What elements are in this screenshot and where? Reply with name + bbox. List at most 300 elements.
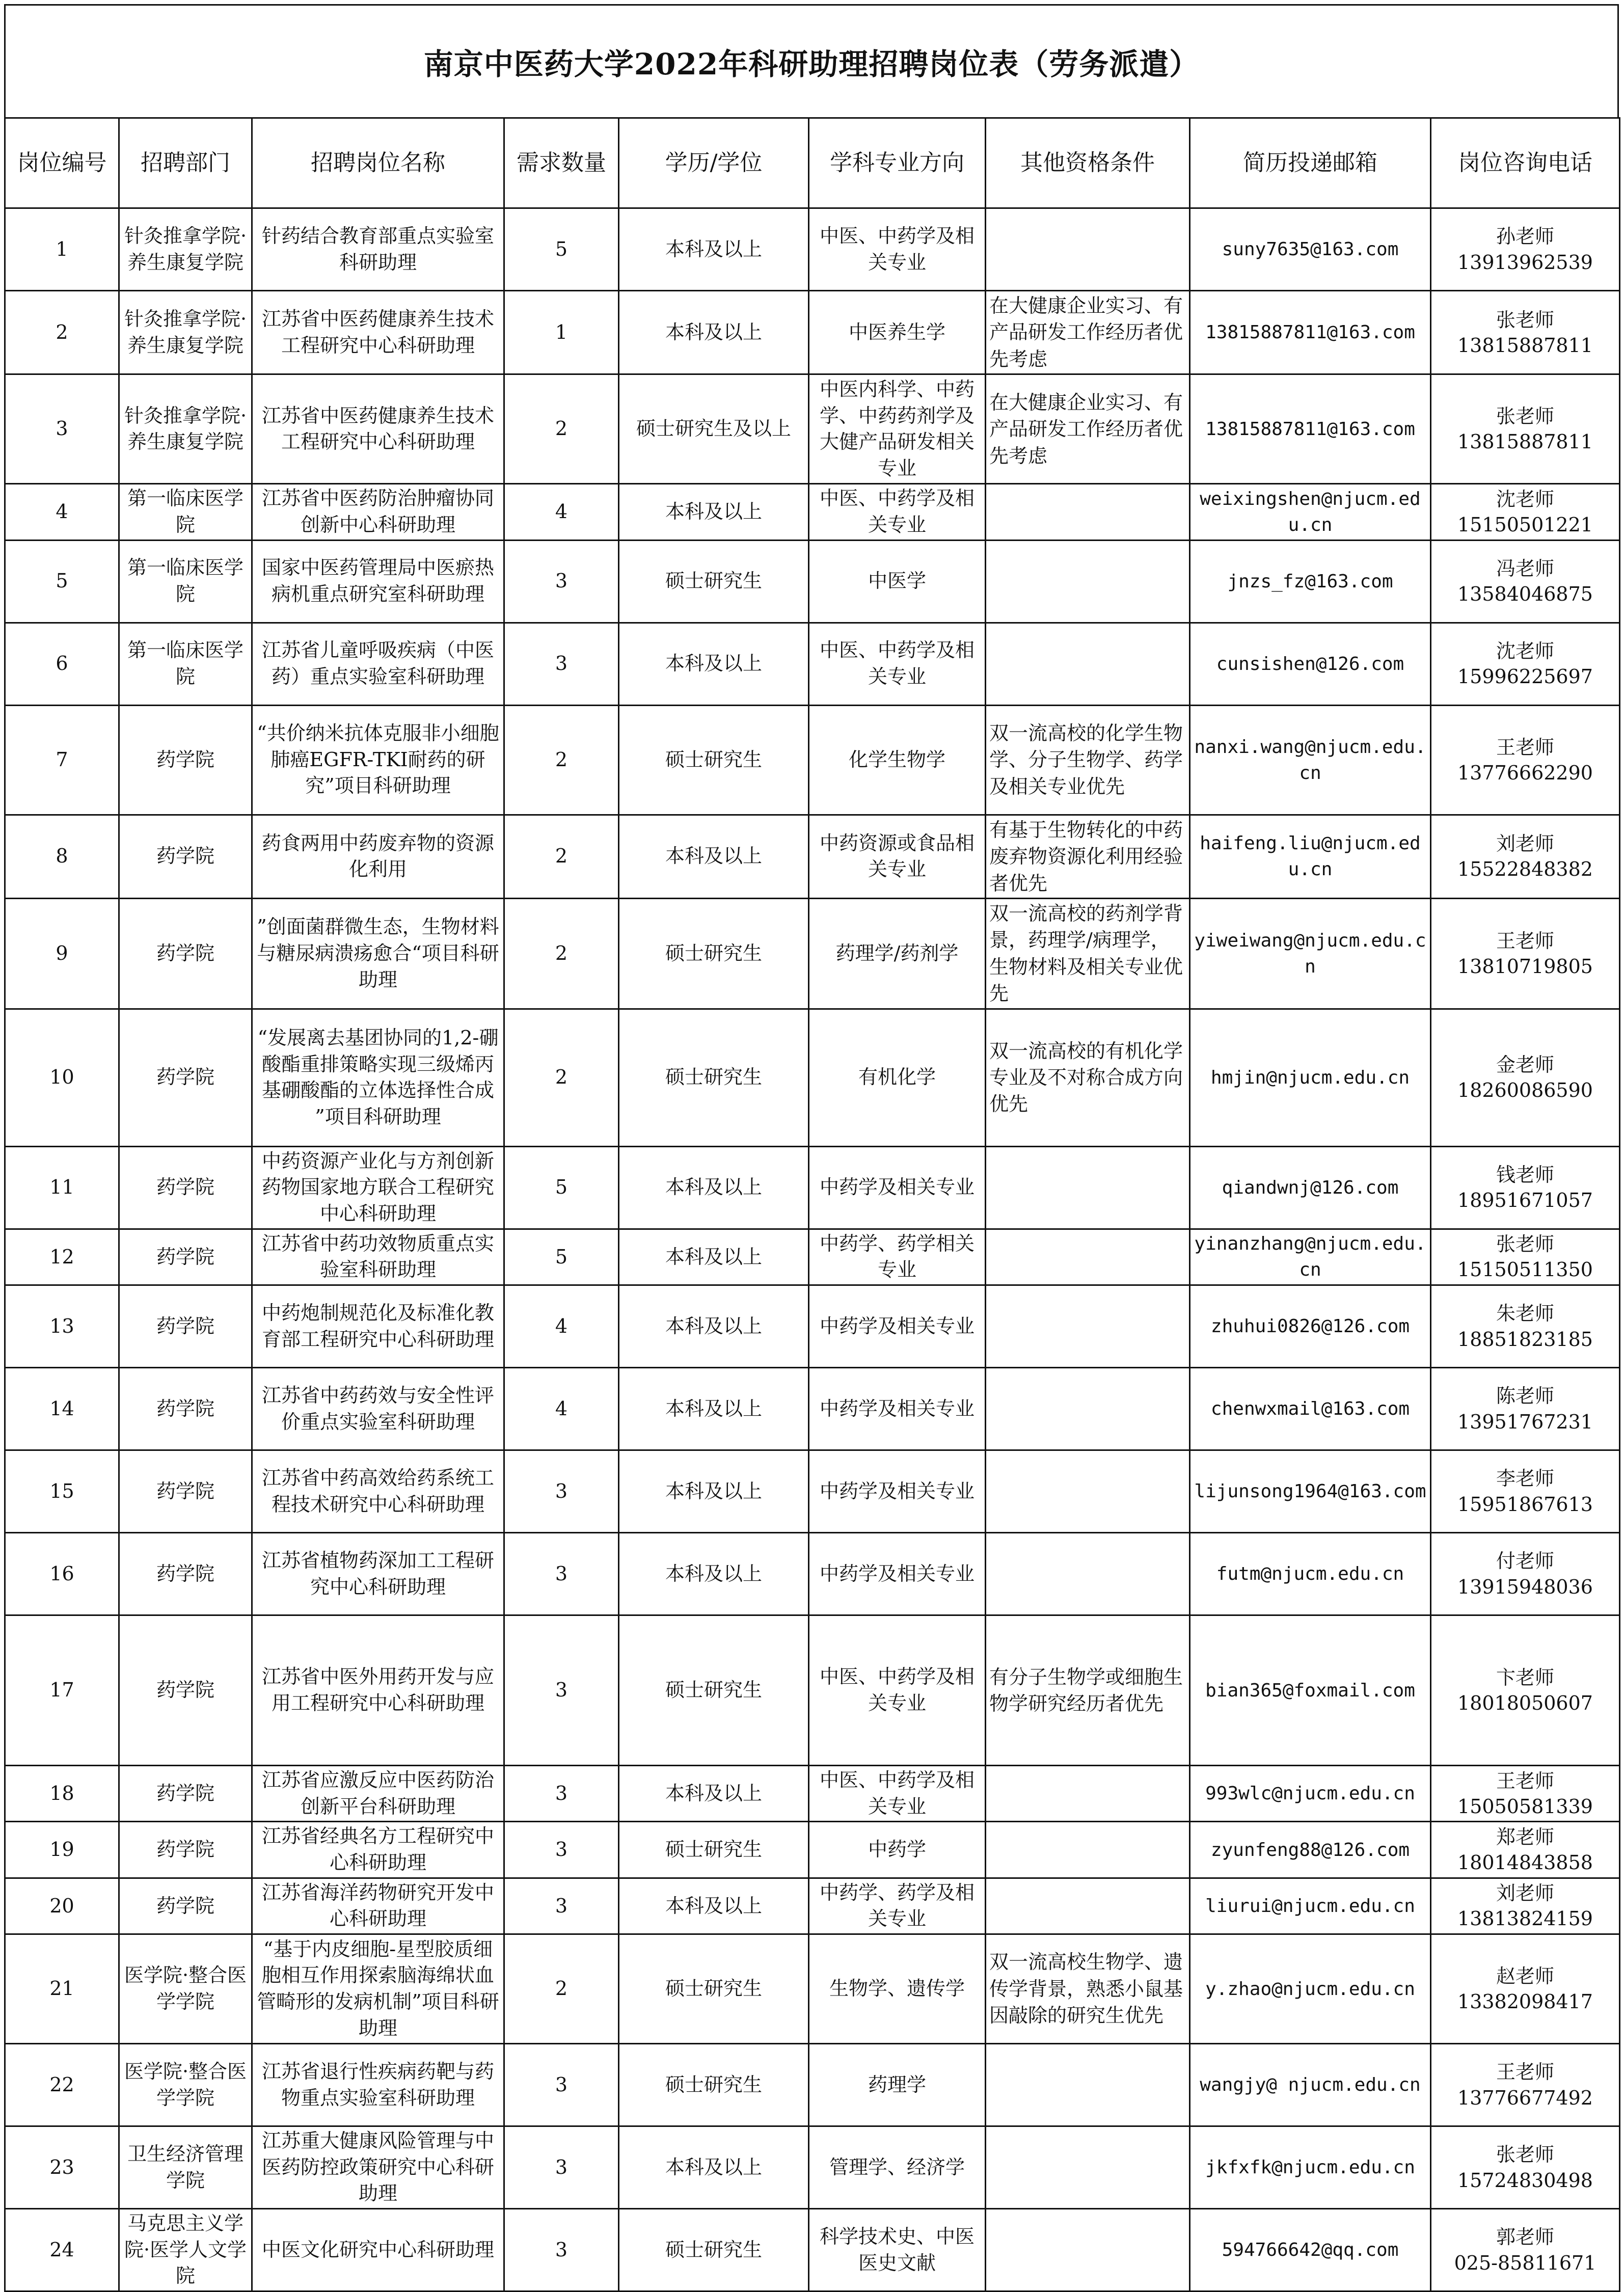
header-no: 岗位编号 [5, 118, 119, 208]
email-cell: weixingshen@njucm.edu.cn [1190, 484, 1431, 540]
education-cell: 硕士研究生 [619, 2044, 809, 2126]
quantity-cell: 2 [504, 898, 619, 1009]
quantity-cell: 3 [504, 2044, 619, 2126]
education-cell: 本科及以上 [619, 1368, 809, 1450]
post-name-cell: 国家中医药管理局中医瘀热病机重点研究室科研助理 [252, 540, 504, 623]
email-cell: zhuhui0826@126.com [1190, 1285, 1431, 1368]
quantity-cell: 2 [504, 815, 619, 898]
contact-phone: 13813824159 [1457, 1907, 1593, 1930]
quantity-cell: 3 [504, 1615, 619, 1766]
contact-phone: 15050581339 [1457, 1795, 1593, 1818]
major-cell: 中药学及相关专业 [809, 1146, 986, 1229]
header-dept: 招聘部门 [119, 118, 252, 208]
education-cell: 本科及以上 [619, 623, 809, 705]
education-cell: 本科及以上 [619, 1229, 809, 1285]
dept-cell: 针灸推拿学院·养生康复学院 [119, 374, 252, 484]
contact-phone: 13815887811 [1457, 334, 1593, 357]
education-cell: 硕士研究生 [619, 1822, 809, 1878]
row-number: 21 [5, 1934, 119, 2044]
education-cell: 硕士研究生及以上 [619, 374, 809, 484]
condition-cell [986, 1766, 1190, 1822]
contact-cell [1431, 1878, 1620, 1934]
contact-phone: 15724830498 [1457, 2169, 1593, 2192]
quantity-cell: 4 [504, 484, 619, 540]
condition-cell [986, 2126, 1190, 2209]
table-row [5, 2126, 1620, 2209]
quantity-cell: 2 [504, 374, 619, 484]
dept-cell: 第一临床医学院 [119, 623, 252, 705]
dept-cell: 医学院·整合医学学院 [119, 1934, 252, 2044]
post-name-cell: 中医文化研究中心科研助理 [252, 2209, 504, 2291]
post-name-cell: 江苏重大健康风险管理与中医药防控政策研究中心科研助理 [252, 2126, 504, 2209]
dept-cell: 药学院 [119, 1229, 252, 1285]
dept-cell: 药学院 [119, 898, 252, 1009]
condition-cell [986, 2209, 1190, 2291]
dept-cell: 医学院·整合医学学院 [119, 2044, 252, 2126]
condition-cell [986, 1229, 1190, 1285]
quantity-cell: 3 [504, 1533, 619, 1615]
contact-phone: 13584046875 [1457, 583, 1593, 606]
post-name-cell: “基于内皮细胞-星型胶质细胞相互作用探索脑海绵状血管畸形的发病机制”项目科研助理 [252, 1934, 504, 2044]
quantity-cell: 3 [504, 2209, 619, 2291]
email-cell: 594766642@qq.com [1190, 2209, 1431, 2291]
table-row [5, 1146, 1620, 1229]
quantity-cell: 5 [504, 1229, 619, 1285]
table-row [5, 1934, 1620, 2044]
major-cell: 中药资源或食品相关专业 [809, 815, 986, 898]
condition-cell [986, 1285, 1190, 1368]
contact-cell [1431, 540, 1620, 623]
education-cell: 硕士研究生 [619, 1934, 809, 2044]
email-cell: 13815887811@163.com [1190, 291, 1431, 374]
table-row [5, 1368, 1620, 1450]
header-email: 简历投递邮箱 [1190, 118, 1431, 208]
contact-phone: 15996225697 [1457, 665, 1593, 688]
contact-phone: 13810719805 [1457, 955, 1593, 978]
contact-name: 沈老师 [1496, 488, 1554, 510]
contact-name: 沈老师 [1496, 640, 1554, 662]
contact-phone: 15522848382 [1457, 858, 1593, 881]
post-name-cell: 江苏省中医药健康养生技术工程研究中心科研助理 [252, 291, 504, 374]
post-name-cell: 江苏省植物药深加工工程研究中心科研助理 [252, 1533, 504, 1615]
contact-cell [1431, 1285, 1620, 1368]
contact-cell [1431, 1934, 1620, 2044]
contact-phone: 15951867613 [1457, 1493, 1593, 1516]
contact-cell [1431, 1615, 1620, 1766]
table-row [5, 1285, 1620, 1368]
contact-phone: 18260086590 [1457, 1079, 1593, 1102]
row-number: 3 [5, 374, 119, 484]
contact-cell [1431, 815, 1620, 898]
email-cell: futm@njucm.edu.cn [1190, 1533, 1431, 1615]
post-name-cell: “共价纳米抗体克服非小细胞肺癌EGFR-TKI耐药的研究”项目科研助理 [252, 705, 504, 815]
dept-cell: 药学院 [119, 815, 252, 898]
contact-phone: 13815887811 [1457, 430, 1593, 453]
major-cell: 生物学、遗传学 [809, 1934, 986, 2044]
contact-cell [1431, 2126, 1620, 2209]
dept-cell: 第一临床医学院 [119, 484, 252, 540]
table-row [5, 2044, 1620, 2126]
row-number: 9 [5, 898, 119, 1009]
major-cell: 中医、中药学及相关专业 [809, 1615, 986, 1766]
major-cell: 中医养生学 [809, 291, 986, 374]
email-cell: bian365@foxmail.com [1190, 1615, 1431, 1766]
contact-name: 付老师 [1496, 1550, 1554, 1573]
row-number: 10 [5, 1009, 119, 1146]
dept-cell: 第一临床医学院 [119, 540, 252, 623]
contact-name: 朱老师 [1496, 1302, 1554, 1325]
education-cell: 本科及以上 [619, 2126, 809, 2209]
email-cell: lijunsong1964@163.com [1190, 1450, 1431, 1533]
recruitment-sheet [4, 4, 1619, 2292]
major-cell: 中医、中药学及相关专业 [809, 1766, 986, 1822]
email-cell: wangjy@ njucm.edu.cn [1190, 2044, 1431, 2126]
major-cell: 中药学、药学相关专业 [809, 1229, 986, 1285]
post-name-cell: 江苏省中医外用药开发与应用工程研究中心科研助理 [252, 1615, 504, 1766]
email-cell: qiandwnj@126.com [1190, 1146, 1431, 1229]
row-number: 15 [5, 1450, 119, 1533]
row-number: 12 [5, 1229, 119, 1285]
contact-cell [1431, 623, 1620, 705]
education-cell: 本科及以上 [619, 1533, 809, 1615]
education-cell: 本科及以上 [619, 1285, 809, 1368]
row-number: 5 [5, 540, 119, 623]
major-cell: 有机化学 [809, 1009, 986, 1146]
condition-cell [986, 1450, 1190, 1533]
email-cell: nanxi.wang@njucm.edu.cn [1190, 705, 1431, 815]
post-name-cell: 江苏省退行性疾病药靶与药物重点实验室科研助理 [252, 2044, 504, 2126]
contact-cell [1431, 1368, 1620, 1450]
email-cell: haifeng.liu@njucm.edu.cn [1190, 815, 1431, 898]
contact-phone: 18851823185 [1457, 1328, 1593, 1351]
education-cell: 本科及以上 [619, 208, 809, 291]
table-row [5, 815, 1620, 898]
contact-cell [1431, 291, 1620, 374]
dept-cell: 药学院 [119, 1878, 252, 1934]
email-cell: yiweiwang@njucm.edu.cn [1190, 898, 1431, 1009]
post-name-cell: 药食两用中药废弃物的资源化利用 [252, 815, 504, 898]
dept-cell: 马克思主义学院·医学人文学院 [119, 2209, 252, 2291]
post-name-cell: 中药资源产业化与方剂创新药物国家地方联合工程研究中心科研助理 [252, 1146, 504, 1229]
row-number: 11 [5, 1146, 119, 1229]
condition-cell: 双一流高校的药剂学背景，药理学/病理学，生物材料及相关专业优先 [986, 898, 1190, 1009]
contact-name: 王老师 [1496, 929, 1554, 952]
contact-name: 张老师 [1496, 1233, 1554, 1256]
email-cell: hmjin@njucm.edu.cn [1190, 1009, 1431, 1146]
table-row [5, 540, 1620, 623]
contact-name: 陈老师 [1496, 1385, 1554, 1408]
row-number: 16 [5, 1533, 119, 1615]
condition-cell [986, 1533, 1190, 1615]
major-cell: 中药学 [809, 1822, 986, 1878]
header-post: 招聘岗位名称 [252, 118, 504, 208]
table-row [5, 898, 1620, 1009]
contact-cell [1431, 1822, 1620, 1878]
contact-cell [1431, 1766, 1620, 1822]
post-name-cell: 江苏省中医药健康养生技术工程研究中心科研助理 [252, 374, 504, 484]
education-cell: 硕士研究生 [619, 540, 809, 623]
quantity-cell: 3 [504, 2126, 619, 2209]
header-major: 学科专业方向 [809, 118, 986, 208]
table-row [5, 1766, 1620, 1822]
contact-cell [1431, 705, 1620, 815]
quantity-cell: 3 [504, 1766, 619, 1822]
major-cell: 药理学 [809, 2044, 986, 2126]
row-number: 19 [5, 1822, 119, 1878]
contact-phone: 13776677492 [1457, 2086, 1593, 2109]
email-cell: jnzs_fz@163.com [1190, 540, 1431, 623]
table-row [5, 623, 1620, 705]
contact-phone: 15150501221 [1457, 513, 1593, 536]
condition-cell [986, 1878, 1190, 1934]
table-row [5, 1615, 1620, 1766]
quantity-cell: 3 [504, 1822, 619, 1878]
dept-cell: 药学院 [119, 1450, 252, 1533]
condition-cell [986, 623, 1190, 705]
post-name-cell: 江苏省中药药效与安全性评价重点实验室科研助理 [252, 1368, 504, 1450]
education-cell: 本科及以上 [619, 291, 809, 374]
major-cell: 药理学/药剂学 [809, 898, 986, 1009]
post-name-cell: 江苏省应激反应中医药防治创新平台科研助理 [252, 1766, 504, 1822]
quantity-cell: 4 [504, 1285, 619, 1368]
condition-cell [986, 484, 1190, 540]
row-number: 18 [5, 1766, 119, 1822]
row-number: 24 [5, 2209, 119, 2291]
table-row [5, 484, 1620, 540]
email-cell: jkfxfk@njucm.edu.cn [1190, 2126, 1431, 2209]
dept-cell: 药学院 [119, 1533, 252, 1615]
row-number: 6 [5, 623, 119, 705]
row-number: 22 [5, 2044, 119, 2126]
row-number: 23 [5, 2126, 119, 2209]
row-number: 14 [5, 1368, 119, 1450]
contact-phone: 13951767231 [1457, 1410, 1593, 1433]
contact-cell [1431, 374, 1620, 484]
education-cell: 硕士研究生 [619, 1615, 809, 1766]
contact-name: 冯老师 [1496, 557, 1554, 580]
contact-phone: 18018050607 [1457, 1692, 1593, 1715]
condition-cell [986, 208, 1190, 291]
contact-name: 赵老师 [1496, 1964, 1554, 1987]
quantity-cell: 1 [504, 291, 619, 374]
table-row [5, 1822, 1620, 1878]
condition-cell: 双一流高校的有机化学专业及不对称合成方向优先 [986, 1009, 1190, 1146]
contact-name: 刘老师 [1496, 1882, 1554, 1905]
row-number: 8 [5, 815, 119, 898]
email-cell: chenwxmail@163.com [1190, 1368, 1431, 1450]
post-name-cell: 江苏省中药高效给药系统工程技术研究中心科研助理 [252, 1450, 504, 1533]
header-qty: 需求数量 [504, 118, 619, 208]
table-row [5, 2209, 1620, 2291]
contact-name: 钱老师 [1496, 1164, 1554, 1187]
contact-name: 王老师 [1496, 2061, 1554, 2084]
header-row [5, 118, 1620, 208]
email-cell: y.zhao@njucm.edu.cn [1190, 1934, 1431, 2044]
email-cell: suny7635@163.com [1190, 208, 1431, 291]
row-number: 2 [5, 291, 119, 374]
contact-phone: 13913962539 [1457, 251, 1593, 274]
quantity-cell: 3 [504, 623, 619, 705]
education-cell: 硕士研究生 [619, 1009, 809, 1146]
dept-cell: 药学院 [119, 1285, 252, 1368]
contact-cell [1431, 1229, 1620, 1285]
quantity-cell: 2 [504, 1934, 619, 2044]
header-edu: 学历/学位 [619, 118, 809, 208]
contact-name: 郭老师 [1496, 2226, 1554, 2249]
quantity-cell: 3 [504, 1878, 619, 1934]
contact-name: 张老师 [1496, 308, 1554, 331]
row-number: 4 [5, 484, 119, 540]
contact-name: 郑老师 [1496, 1825, 1554, 1848]
condition-cell [986, 2044, 1190, 2126]
contact-name: 李老师 [1496, 1467, 1554, 1490]
major-cell: 中药学、药学及相关专业 [809, 1878, 986, 1934]
contact-name: 卞老师 [1496, 1666, 1554, 1689]
post-name-cell: 针药结合教育部重点实验室科研助理 [252, 208, 504, 291]
major-cell: 化学生物学 [809, 705, 986, 815]
contact-phone: 18014843858 [1457, 1851, 1593, 1874]
post-name-cell: ”创面菌群微生态，生物材料与糖尿病溃疡愈合“项目科研助理 [252, 898, 504, 1009]
education-cell: 硕士研究生 [619, 2209, 809, 2291]
contact-cell [1431, 1146, 1620, 1229]
contact-cell [1431, 1009, 1620, 1146]
post-name-cell: 江苏省儿童呼吸疾病（中医药）重点实验室科研助理 [252, 623, 504, 705]
major-cell: 中药学及相关专业 [809, 1285, 986, 1368]
email-cell: 13815887811@163.com [1190, 374, 1431, 484]
contact-name: 王老师 [1496, 1769, 1554, 1792]
contact-cell [1431, 2209, 1620, 2291]
contact-phone: 13915948036 [1457, 1575, 1593, 1598]
condition-cell: 双一流高校生物学、遗传学背景，熟悉小鼠基因敲除的研究生优先 [986, 1934, 1190, 2044]
education-cell: 硕士研究生 [619, 898, 809, 1009]
header-phone: 岗位咨询电话 [1431, 118, 1620, 208]
condition-cell [986, 1822, 1190, 1878]
major-cell: 中医、中药学及相关专业 [809, 208, 986, 291]
quantity-cell: 2 [504, 1009, 619, 1146]
dept-cell: 针灸推拿学院·养生康复学院 [119, 208, 252, 291]
row-number: 20 [5, 1878, 119, 1934]
condition-cell [986, 1368, 1190, 1450]
major-cell: 中药学及相关专业 [809, 1450, 986, 1533]
dept-cell: 针灸推拿学院·养生康复学院 [119, 291, 252, 374]
contact-cell [1431, 484, 1620, 540]
contact-name: 张老师 [1496, 405, 1554, 428]
email-cell: yinanzhang@njucm.edu.cn [1190, 1229, 1431, 1285]
condition-cell [986, 1146, 1190, 1229]
contact-phone: 13776662290 [1457, 761, 1593, 784]
education-cell: 硕士研究生 [619, 705, 809, 815]
row-number: 17 [5, 1615, 119, 1766]
education-cell: 本科及以上 [619, 1450, 809, 1533]
dept-cell: 药学院 [119, 1009, 252, 1146]
quantity-cell: 4 [504, 1368, 619, 1450]
contact-phone: 13382098417 [1457, 1990, 1593, 2013]
dept-cell: 药学院 [119, 1822, 252, 1878]
contact-name: 张老师 [1496, 2143, 1554, 2166]
major-cell: 中医、中药学及相关专业 [809, 623, 986, 705]
quantity-cell: 5 [504, 208, 619, 291]
major-cell: 中医学 [809, 540, 986, 623]
dept-cell: 药学院 [119, 1368, 252, 1450]
contact-cell [1431, 898, 1620, 1009]
major-cell: 中医内科学、中药学、中药药剂学及大健产品研发相关专业 [809, 374, 986, 484]
education-cell: 本科及以上 [619, 1146, 809, 1229]
email-cell: zyunfeng88@126.com [1190, 1822, 1431, 1878]
contact-phone: 025-85811671 [1454, 2251, 1596, 2274]
table-row [5, 1878, 1620, 1934]
quantity-cell: 3 [504, 1450, 619, 1533]
post-name-cell: 江苏省中药功效物质重点实验室科研助理 [252, 1229, 504, 1285]
table-row [5, 1533, 1620, 1615]
dept-cell: 药学院 [119, 705, 252, 815]
table-row [5, 291, 1620, 374]
dept-cell: 药学院 [119, 1766, 252, 1822]
table-row [5, 1450, 1620, 1533]
post-name-cell: 江苏省海洋药物研究开发中心科研助理 [252, 1878, 504, 1934]
contact-name: 刘老师 [1496, 832, 1554, 855]
table-row [5, 705, 1620, 815]
table-row [5, 374, 1620, 484]
contact-cell [1431, 1450, 1620, 1533]
dept-cell: 药学院 [119, 1615, 252, 1766]
quantity-cell: 5 [504, 1146, 619, 1229]
table-row [5, 1009, 1620, 1146]
contact-cell [1431, 1533, 1620, 1615]
contact-phone: 18951671057 [1457, 1189, 1593, 1212]
row-number: 13 [5, 1285, 119, 1368]
education-cell: 本科及以上 [619, 1766, 809, 1822]
contact-cell [1431, 2044, 1620, 2126]
positions-table [4, 117, 1620, 2292]
table-row [5, 1229, 1620, 1285]
major-cell: 中药学及相关专业 [809, 1533, 986, 1615]
major-cell: 中医、中药学及相关专业 [809, 484, 986, 540]
post-name-cell: “发展离去基团协同的1,2-硼酸酯重排策略实现三级烯丙基硼酸酯的立体选择性合成 ”项目科研助理 [252, 1009, 504, 1146]
education-cell: 本科及以上 [619, 815, 809, 898]
condition-cell: 有分子生物学或细胞生物学研究经历者优先 [986, 1615, 1190, 1766]
education-cell: 本科及以上 [619, 484, 809, 540]
contact-cell [1431, 208, 1620, 291]
quantity-cell: 3 [504, 540, 619, 623]
post-name-cell: 江苏省中医药防治肿瘤协同创新中心科研助理 [252, 484, 504, 540]
title-cell [4, 4, 1619, 117]
page-title: 南京中医药大学2022年科研助理招聘岗位表（劳务派遣） [423, 46, 1200, 82]
email-cell: cunsishen@126.com [1190, 623, 1431, 705]
email-cell: liurui@njucm.edu.cn [1190, 1878, 1431, 1934]
condition-cell: 在大健康企业实习、有产品研发工作经历者优先考虑 [986, 291, 1190, 374]
major-cell: 科学技术史、中医医史文献 [809, 2209, 986, 2291]
dept-cell: 卫生经济管理学院 [119, 2126, 252, 2209]
contact-phone: 15150511350 [1457, 1258, 1593, 1281]
major-cell: 中药学及相关专业 [809, 1368, 986, 1450]
contact-name: 王老师 [1496, 736, 1554, 759]
quantity-cell: 2 [504, 705, 619, 815]
post-name-cell: 中药炮制规范化及标准化教育部工程研究中心科研助理 [252, 1285, 504, 1368]
contact-name: 孙老师 [1496, 225, 1554, 248]
post-name-cell: 江苏省经典名方工程研究中心科研助理 [252, 1822, 504, 1878]
header-cond: 其他资格条件 [986, 118, 1190, 208]
education-cell: 本科及以上 [619, 1878, 809, 1934]
row-number: 7 [5, 705, 119, 815]
condition-cell: 双一流高校的化学生物学、分子生物学、药学及相关专业优先 [986, 705, 1190, 815]
condition-cell: 在大健康企业实习、有产品研发工作经历者优先考虑 [986, 374, 1190, 484]
contact-name: 金老师 [1496, 1054, 1554, 1076]
condition-cell: 有基于生物转化的中药废弃物资源化利用经验者优先 [986, 815, 1190, 898]
table-row [5, 208, 1620, 291]
row-number: 1 [5, 208, 119, 291]
major-cell: 管理学、经济学 [809, 2126, 986, 2209]
condition-cell [986, 540, 1190, 623]
